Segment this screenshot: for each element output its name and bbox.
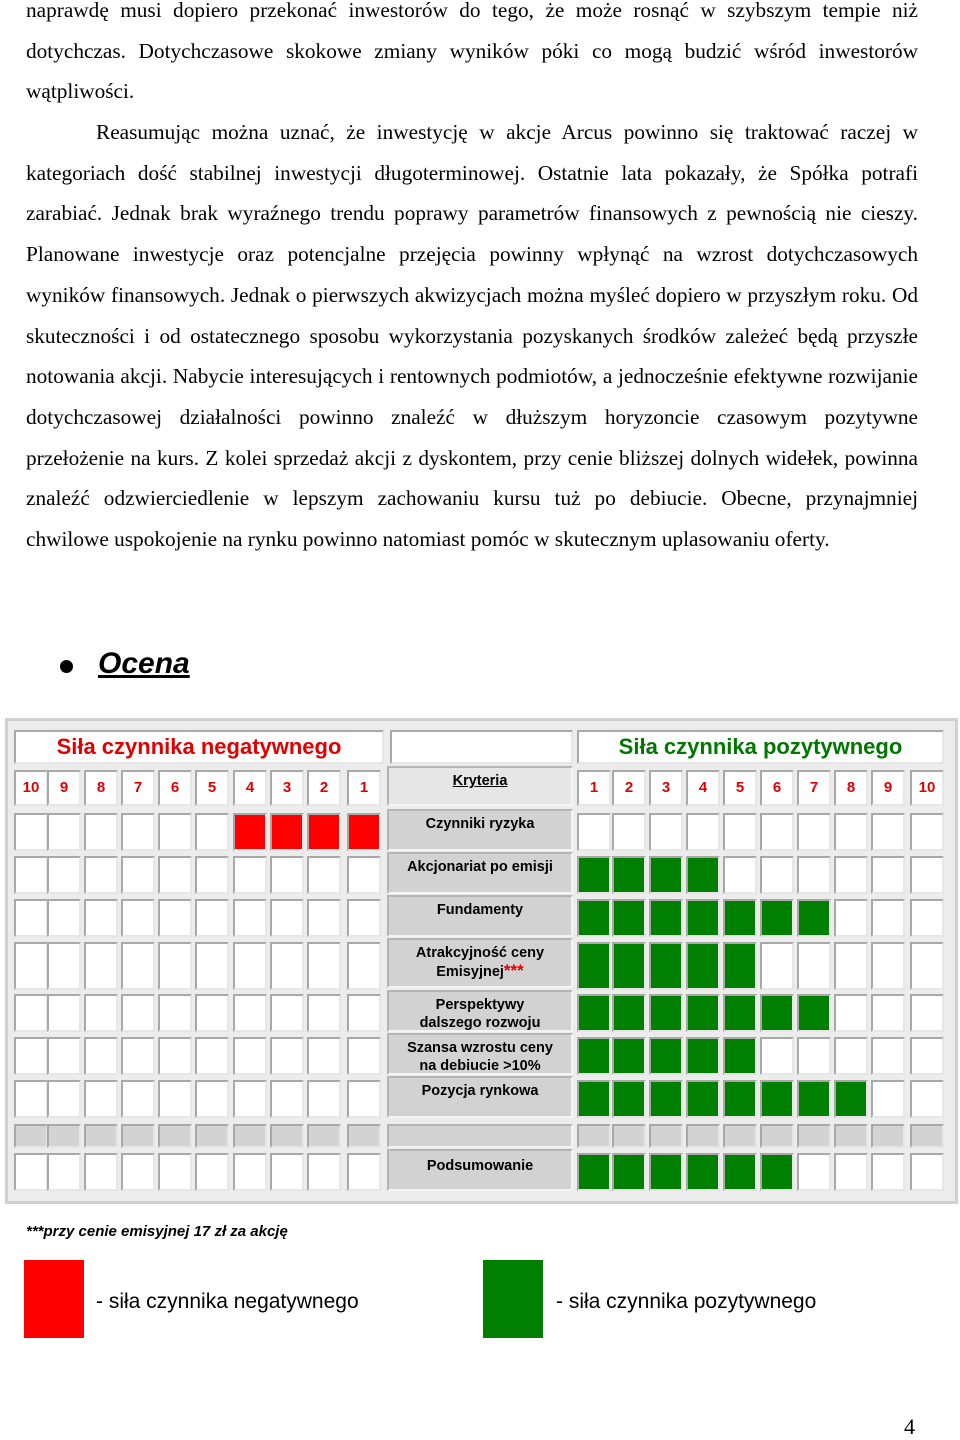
rating-cell [195,1080,229,1118]
rating-cell [910,1080,944,1118]
legend-negative-label: - siła czynnika negatywnego [96,1290,359,1313]
positive-filled-cell [797,1080,831,1118]
criteria-header: Kryteria [387,766,573,806]
positive-filled-cell [649,994,683,1032]
rating-cell [760,942,794,990]
rating-cell [871,856,905,894]
rating-cell [307,856,341,894]
negative-scale-cell: 4 [233,770,267,806]
separator-cell [871,1124,905,1148]
separator-cell [834,1124,868,1148]
summary-filled-cell [723,1153,757,1191]
negative-scale-cell: 5 [195,770,229,806]
rating-table [5,718,958,1204]
positive-scale-cell: 10 [910,770,944,806]
positive-filled-cell [723,994,757,1032]
separator-cell [612,1124,646,1148]
negative-scale-cell: 2 [307,770,341,806]
criteria-label [387,852,573,894]
rating-cell [14,1080,48,1118]
positive-filled-cell [577,856,611,894]
summary-cell [834,1153,868,1191]
negative-filled-cell [270,813,304,851]
summary-cell [233,1153,267,1191]
criteria-label-text: Perspektywy dalszego rozwoju [419,997,541,1031]
positive-filled-cell [649,856,683,894]
rating-cell [760,856,794,894]
summary-cell [307,1153,341,1191]
criteria-label [387,895,573,937]
rating-cell [121,994,155,1032]
rating-cell [307,1037,341,1075]
rating-cell [270,856,304,894]
criteria-label-text: Szansa wzrostu ceny na debiucie >10% [407,1040,553,1074]
rating-cell [347,1080,381,1118]
criteria-label-text: Akcjonariat po emisji [407,859,553,875]
criteria-label [387,1033,573,1075]
summary-cell [910,1153,944,1191]
rating-cell [871,994,905,1032]
positive-filled-cell [686,994,720,1032]
criteria-label-text: Atrakcyjność ceny Emisyjnej [415,945,545,980]
positive-filled-cell [577,942,611,990]
rating-cell [121,1037,155,1075]
positive-filled-cell [612,994,646,1032]
rating-cell [347,994,381,1032]
rating-cell [871,1037,905,1075]
separator-cell [270,1124,304,1148]
summary-cell [121,1153,155,1191]
rating-cell [195,899,229,937]
summary-filled-cell [577,1153,611,1191]
separator-cell [233,1124,267,1148]
positive-filled-cell [577,994,611,1032]
rating-cell [121,942,155,990]
rating-cell [233,856,267,894]
rating-cell [158,1080,192,1118]
summary-filled-cell [760,1153,794,1191]
summary-cell [871,1153,905,1191]
rating-cell [14,942,48,990]
rating-cell [797,1037,831,1075]
summary-cell [797,1153,831,1191]
rating-cell [233,1037,267,1075]
rating-cell [760,813,794,851]
rating-cell [347,856,381,894]
rating-cell [233,1080,267,1118]
positive-filled-cell [760,899,794,937]
rating-cell [121,856,155,894]
positive-filled-cell [686,942,720,990]
rating-cell [347,942,381,990]
rating-cell [14,899,48,937]
rating-cell [270,942,304,990]
separator-cell [47,1124,81,1148]
rating-cell [760,1037,794,1075]
rating-cell [195,1037,229,1075]
paragraph-summary: Reasumując można uznać, że inwestycję w akcje Arcus powinno się traktować raczej w kategoriach dość stabilnej inwestycji długoterminowej. Ostatnie lata pokazały, że Spółka potrafi zarabiać. Jednak brak wyraźnego trendu poprawy parametrów finansowych z pewnością nie cieszy. Planowane inwestycje oraz potencjalne przejęcia powinny wpłynąć na wzrost dotychczasowych wyników finansowych. Jednak o pierwszych akwizycjach można myśleć dopiero w przyszłym roku. Od skuteczności i od ostatecznego sposobu wykorzystania pozyskanych środków zależeć będą przyszłe notowania akcji. Nabycie interesujących i rentownych podmiotów, a jednocześnie efektywne rozwijanie dotychczasowej działalności powinno znaleźć w dłuższym horyzoncie czasowym pozytywne przełożenie na kurs. Z kolei sprzedaż akcji z dyskontem, przy cenie bliższej dolnych widełek, powinna znaleźć odzwierciedlenie w lepszym zachowaniu kursu tuż po debiucie. Obecne, przynajmniej chwilowe uspokojenie na rynku powinno natomiast pomóc w skutecznym uplasowaniu oferty. [26,120,918,552]
rating-cell [270,1037,304,1075]
positive-scale-cell: 1 [577,770,611,806]
criteria-label [387,1076,573,1118]
rating-cell [195,856,229,894]
summary-label: Podsumowanie [387,1149,573,1191]
separator-cell [760,1124,794,1148]
rating-cell [270,899,304,937]
rating-cell [834,994,868,1032]
rating-cell [871,1080,905,1118]
rating-cell [47,1080,81,1118]
rating-cell [577,813,611,851]
positive-filled-cell [649,1037,683,1075]
negative-scale-cell: 3 [270,770,304,806]
positive-filled-cell [649,1080,683,1118]
separator-cell [84,1124,118,1148]
rating-cell [14,813,48,851]
rating-cell [158,813,192,851]
positive-scale-cell: 6 [760,770,794,806]
positive-filled-cell [577,1080,611,1118]
negative-filled-cell [347,813,381,851]
positive-scale-cell: 5 [723,770,757,806]
rating-cell [910,899,944,937]
summary-cell [84,1153,118,1191]
rating-cell [195,813,229,851]
positive-filled-cell [649,899,683,937]
negative-filled-cell [307,813,341,851]
rating-cell [834,899,868,937]
positive-filled-cell [797,994,831,1032]
rating-cell [14,1037,48,1075]
separator-cell [347,1124,381,1148]
summary-cell [270,1153,304,1191]
criteria-label-text: Pozycja rynkowa [421,1083,539,1099]
rating-cell [307,1080,341,1118]
negative-scale-cell: 1 [347,770,381,806]
positive-filled-cell [760,1080,794,1118]
rating-cell [797,813,831,851]
rating-cell [84,856,118,894]
page-number: 4 [904,1414,915,1439]
criteria-stars: *** [503,961,524,980]
legend-positive-label: - siła czynnika pozytywnego [556,1290,817,1313]
positive-scale-cell: 3 [649,770,683,806]
positive-filled-cell [686,1037,720,1075]
rating-cell [612,813,646,851]
rating-cell [233,994,267,1032]
rating-cell [84,813,118,851]
separator-cell [797,1124,831,1148]
positive-filled-cell [686,1080,720,1118]
negative-scale-cell: 8 [84,770,118,806]
separator-cell [910,1124,944,1148]
paragraph-continuation: naprawdę musi dopiero przekonać inwestorów do tego, że może rosnąć w szybszym tempie niż dotychczas. Dotychczasowe skokowe zmiany wyników póki co mogą budzić wśród inwestorów wątpliwości. [26,0,918,104]
positive-filled-cell [577,899,611,937]
negative-scale-cell: 6 [158,770,192,806]
positive-scale-cell: 9 [871,770,905,806]
summary-filled-cell [612,1153,646,1191]
rating-cell [834,942,868,990]
rating-cell [84,942,118,990]
rating-cell [307,994,341,1032]
rating-cell [797,856,831,894]
positive-filled-cell [612,1080,646,1118]
rating-cell [723,813,757,851]
rating-cell [910,942,944,990]
rating-cell [158,899,192,937]
rating-cell [307,899,341,937]
rating-cell [14,994,48,1032]
positive-scale-cell: 7 [797,770,831,806]
separator-cell [723,1124,757,1148]
rating-cell [84,899,118,937]
positive-filled-cell [723,1037,757,1075]
positive-filled-cell [760,994,794,1032]
negative-scale-cell: 7 [121,770,155,806]
footnote: ***przy cenie emisyjnej 17 zł za akcję [26,1223,288,1240]
rating-cell [121,899,155,937]
positive-scale-cell: 4 [686,770,720,806]
summary-cell [47,1153,81,1191]
rating-cell [47,1037,81,1075]
negative-filled-cell [233,813,267,851]
positive-filled-cell [577,1037,611,1075]
positive-filled-cell [834,1080,868,1118]
separator-cell [121,1124,155,1148]
bullet-icon [60,660,73,673]
criteria-label-text: Fundamenty [436,902,524,918]
rating-cell [910,813,944,851]
positive-filled-cell [686,856,720,894]
rating-cell [233,899,267,937]
rating-cell [47,899,81,937]
rating-cell [121,813,155,851]
section-heading: Ocena [98,647,190,680]
rating-cell [121,1080,155,1118]
separator-cell [158,1124,192,1148]
summary-cell [347,1153,381,1191]
rating-cell [307,942,341,990]
rating-cell [158,1037,192,1075]
rating-cell [47,813,81,851]
legend-positive-swatch [483,1260,543,1338]
separator-cell [649,1124,683,1148]
separator-cell [686,1124,720,1148]
criteria-label [387,938,573,988]
positive-filled-cell [649,942,683,990]
summary-filled-cell [686,1153,720,1191]
positive-scale-cell: 8 [834,770,868,806]
summary-filled-cell [649,1153,683,1191]
rating-cell [47,856,81,894]
rating-cell [871,813,905,851]
rating-cell [233,942,267,990]
criteria-label [387,809,573,851]
rating-cell [270,994,304,1032]
header-spacer [390,730,573,764]
rating-cell [195,942,229,990]
criteria-label-text: Czynniki ryzyka [425,816,535,832]
rating-cell [84,1080,118,1118]
positive-filled-cell [612,899,646,937]
separator-cell [195,1124,229,1148]
rating-cell [347,899,381,937]
rating-cell [158,942,192,990]
positive-filled-cell [723,899,757,937]
rating-cell [195,994,229,1032]
positive-filled-cell [612,856,646,894]
negative-scale-cell: 10 [14,770,48,806]
separator-cell [307,1124,341,1148]
rating-cell [270,1080,304,1118]
rating-cell [723,856,757,894]
rating-cell [686,813,720,851]
criteria-label [387,990,573,1032]
rating-cell [871,942,905,990]
positive-filled-cell [612,942,646,990]
positive-filled-cell [797,899,831,937]
legend-negative-swatch [24,1260,84,1338]
rating-cell [158,856,192,894]
rating-cell [797,942,831,990]
rating-cell [84,994,118,1032]
separator-criteria [387,1124,573,1148]
positive-scale-cell: 2 [612,770,646,806]
positive-filled-cell [723,942,757,990]
rating-cell [910,856,944,894]
rating-cell [649,813,683,851]
separator-cell [14,1124,48,1148]
rating-cell [871,899,905,937]
rating-cell [910,1037,944,1075]
negative-scale-cell: 9 [47,770,81,806]
rating-cell [834,1037,868,1075]
negative-factor-header: Siła czynnika negatywnego [14,730,384,764]
summary-cell [158,1153,192,1191]
positive-filled-cell [686,899,720,937]
summary-cell [195,1153,229,1191]
rating-cell [47,942,81,990]
rating-cell [834,856,868,894]
rating-cell [158,994,192,1032]
separator-cell [577,1124,611,1148]
summary-cell [14,1153,48,1191]
rating-cell [84,1037,118,1075]
rating-cell [47,994,81,1032]
rating-cell [910,994,944,1032]
positive-filled-cell [612,1037,646,1075]
rating-cell [347,1037,381,1075]
rating-cell [834,813,868,851]
rating-cell [14,856,48,894]
positive-filled-cell [723,1080,757,1118]
positive-factor-header: Siła czynnika pozytywnego [577,730,944,764]
